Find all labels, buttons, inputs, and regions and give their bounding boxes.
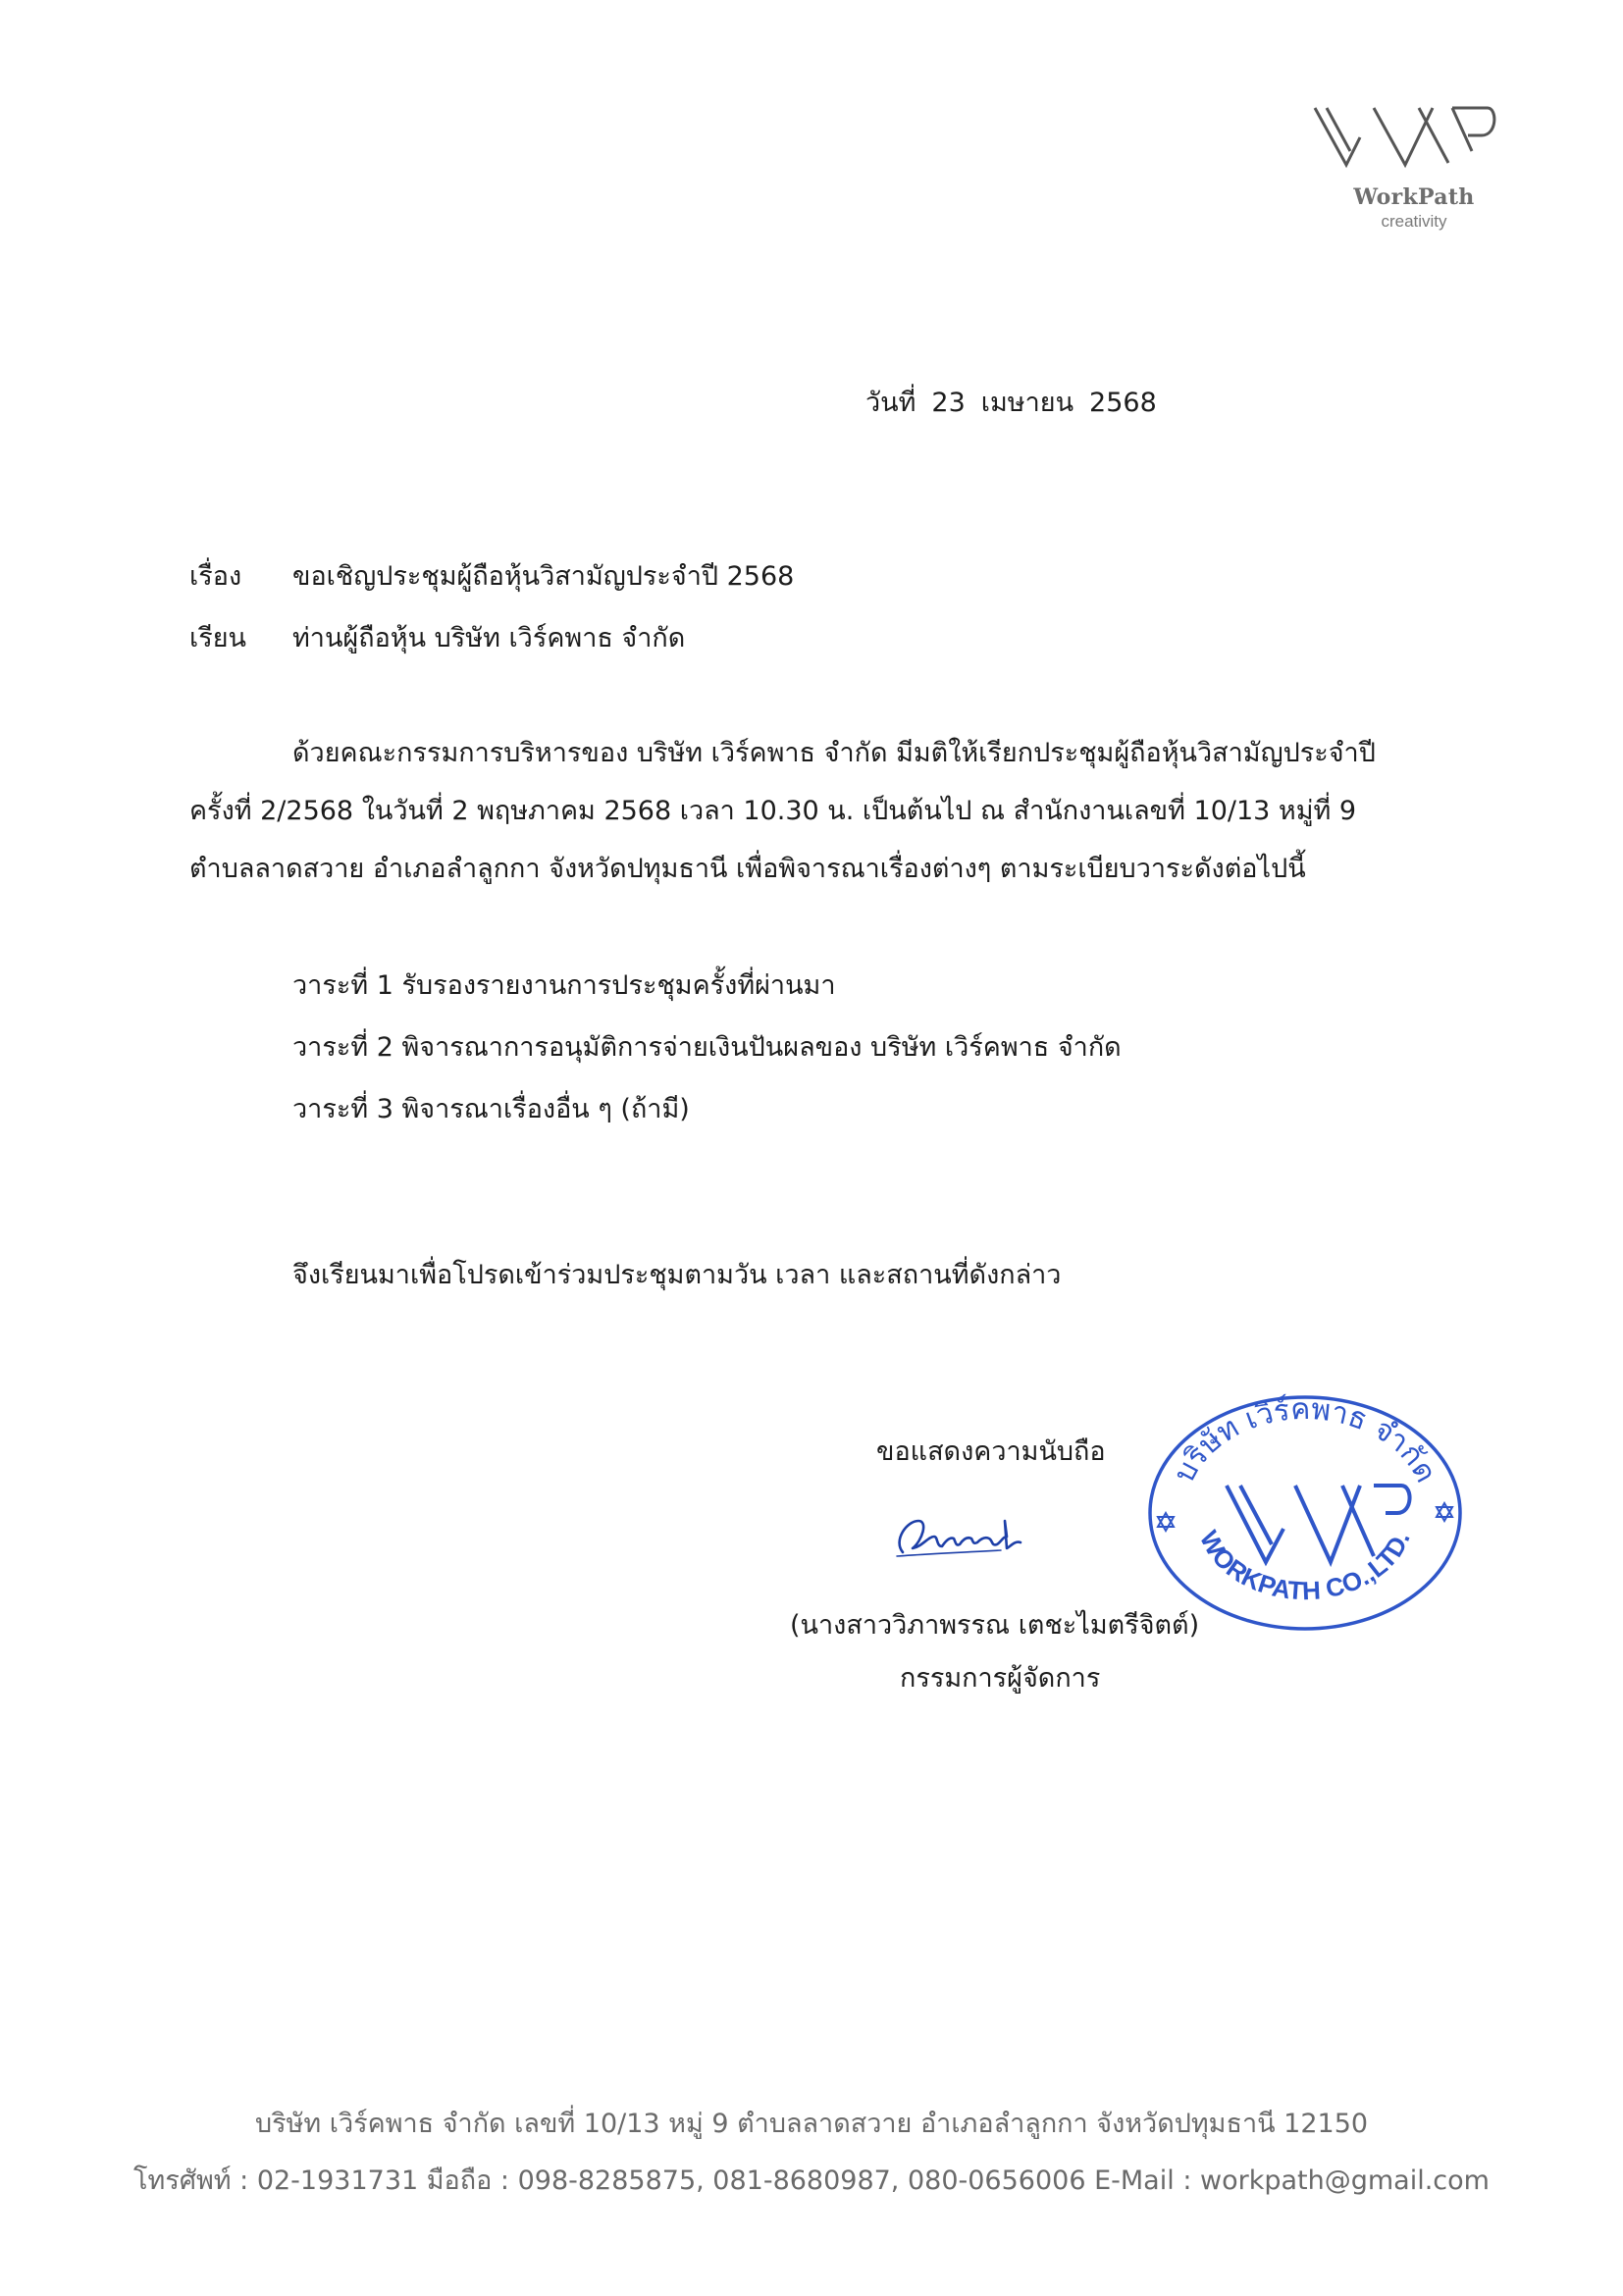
recipient-value: ท่านผู้ถือหุ้น บริษัท เวิร์คพาธ จำกัด (292, 623, 686, 653)
subject-value: ขอเชิญประชุมผู้ถือหุ้นวิสามัญประจำปี 2568 (292, 561, 795, 592)
body-paragraph (189, 734, 1426, 889)
company-stamp (1138, 1385, 1472, 1641)
agenda-item: วาระที่ 2 พิจารณาการอนุมัติการจ่ายเงินปันผลของ บริษัท เวิร์คพาธ จำกัด (292, 1032, 1122, 1063)
signatory-title: กรรมการผู้จัดการ (900, 1663, 1101, 1694)
date-month: เมษายน (980, 388, 1074, 418)
subject-label: เรื่อง (189, 561, 242, 592)
body-line: ตำบลลาดสวาย อำเภอลำลูกกา จังหวัดปทุมธานี เพื่อพิจารณาเรื่องต่างๆ ตามระเบียบวาระดังต่อไปนี้ (189, 854, 1306, 884)
company-logo (1305, 96, 1501, 234)
stamp-bottom-text: WORKPATH CO.,LTD. (1193, 1526, 1416, 1606)
letter-date (865, 384, 1157, 423)
body-line: ครั้งที่ 2/2568 ในวันที่ 2 พฤษภาคม 2568 เวลา 10.30 น. เป็นต้นไป ณ สำนักงานเลขที่ 10/13 หมู่ที่ 9 (189, 796, 1357, 826)
star-of-david-icon (1158, 1513, 1174, 1531)
stamp-top-text: บริษัท เวิร์คพาธ จำกัด (1167, 1391, 1443, 1488)
footer-address: บริษัท เวิร์คพาธ จำกัด เลขที่ 10/13 หมู่ 9 ตำบลลาดสวาย อำเภอลำลูกกา จังหวัดปทุมธานี 12150 (254, 2109, 1369, 2139)
signatory-name: (นางสาววิภาพรรณ เตชะไมตรีจิตต์) (790, 1610, 1200, 1641)
date-prefix: วันที่ (865, 388, 916, 418)
agenda-item: วาระที่ 3 พิจารณาเรื่องอื่น ๆ (ถ้ามี) (292, 1094, 690, 1124)
handwritten-signature (883, 1491, 1060, 1570)
body-line: ด้วยคณะกรรมการบริหารของ บริษัท เวิร์คพาธ จำกัด มีมติให้เรียกประชุมผู้ถือหุ้นวิสามัญประจำปี (292, 738, 1376, 768)
date-year: 2568 (1089, 388, 1157, 418)
agenda-item: วาระที่ 1 รับรองรายงานการประชุมครั้งที่ผ่านมา (292, 970, 836, 1001)
workpath-logo-icon (1305, 96, 1501, 184)
regards-text: ขอแสดงความนับถือ (876, 1436, 1106, 1467)
footer-contact: โทรศัพท์ : 02-1931731 มือถือ : 098-8285875, 081-8680987, 080-0656006 E-Mail : workpath@gmail.com (133, 2166, 1490, 2196)
logo-name: WorkPath (1353, 184, 1475, 210)
logo-tagline: creativity (1381, 212, 1447, 231)
closing-statement: จึงเรียนมาเพื่อโปรดเข้าร่วมประชุมตามวัน เวลา และสถานที่ดังกล่าว (292, 1260, 1062, 1290)
recipient-label: เรียน (189, 623, 247, 653)
date-day: 23 (931, 388, 966, 418)
star-of-david-icon (1437, 1503, 1452, 1521)
